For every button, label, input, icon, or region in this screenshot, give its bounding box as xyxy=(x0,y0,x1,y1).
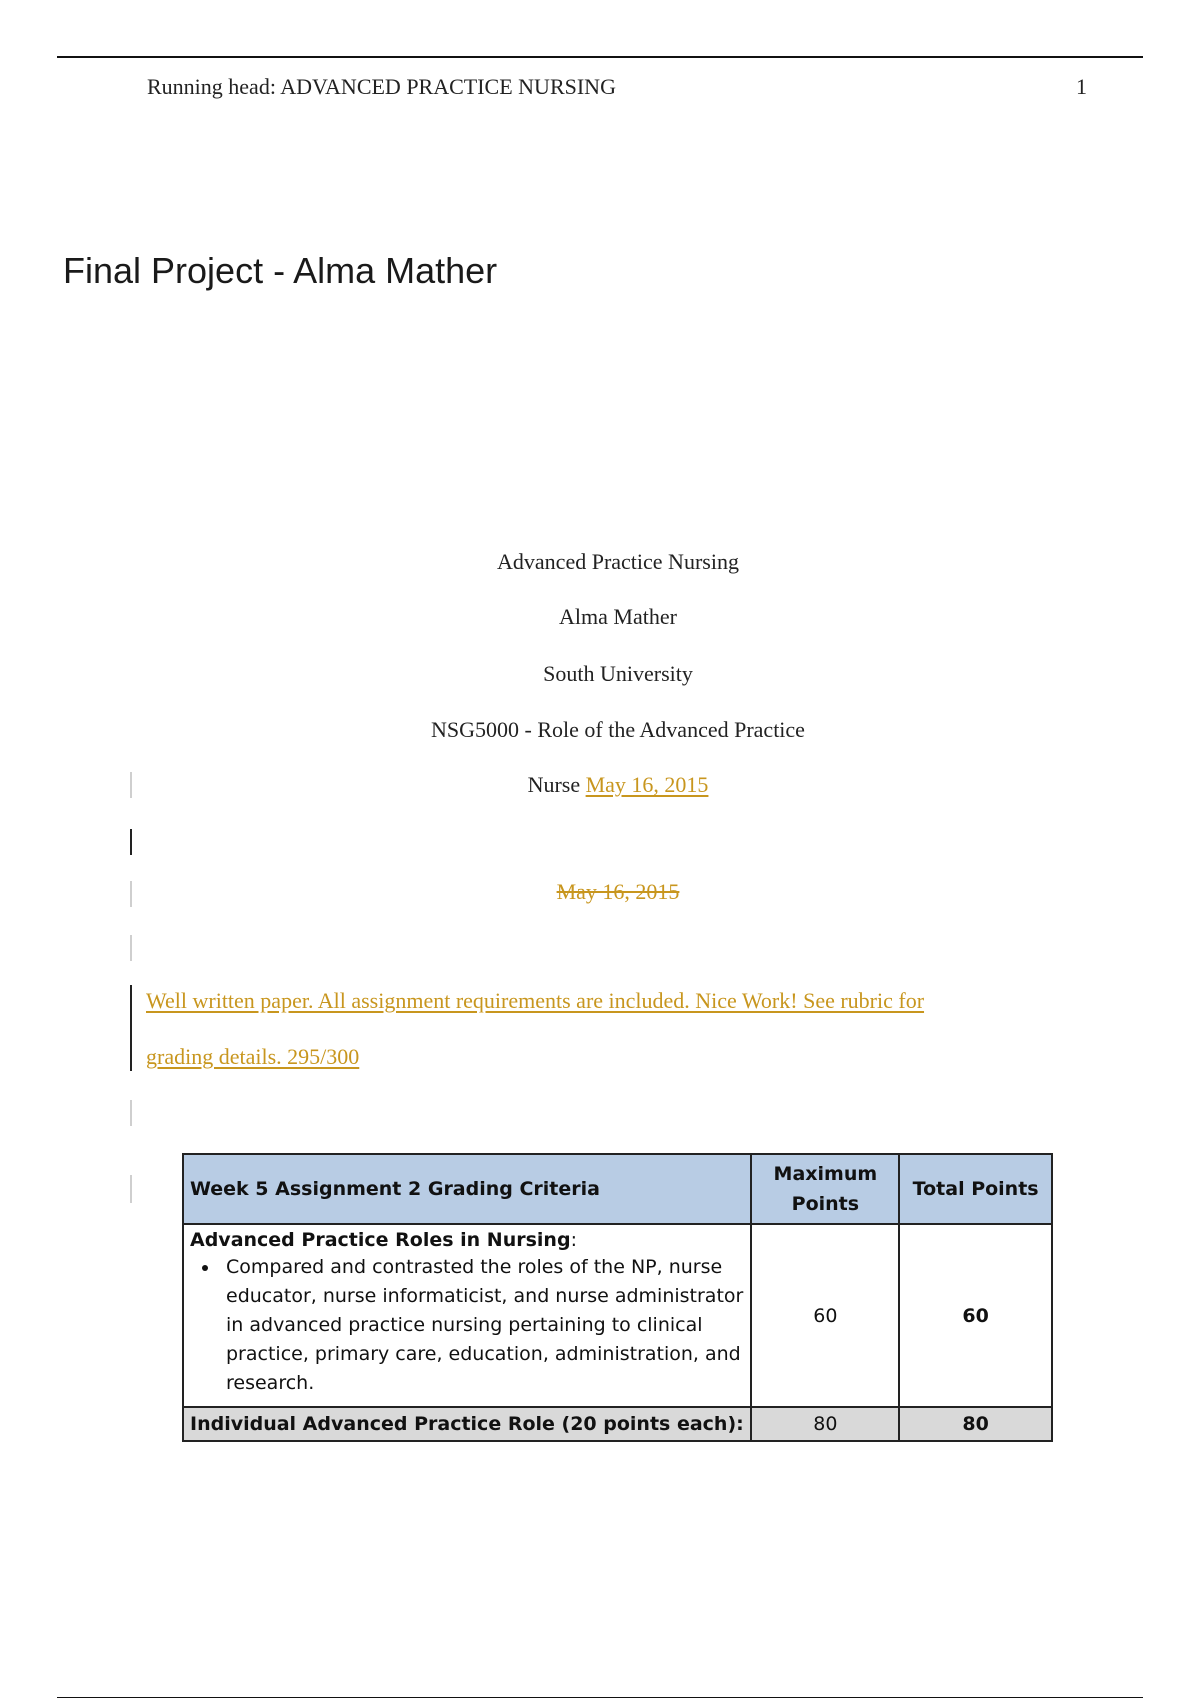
criteria-header: Week 5 Assignment 2 Grading Criteria xyxy=(183,1154,751,1224)
change-bar xyxy=(130,935,132,961)
date-deleted-line xyxy=(0,879,1200,905)
total-points-header: Total Points xyxy=(899,1154,1052,1224)
page-number: 1 xyxy=(1076,74,1087,99)
max-points-cell: 80 xyxy=(751,1407,899,1441)
change-bar xyxy=(130,1175,132,1203)
date-inserted[interactable]: May 16, 2015 xyxy=(585,772,709,797)
running-head: Running head: ADVANCED PRACTICE NURSING xyxy=(147,74,616,99)
total-points-cell: 80 xyxy=(899,1407,1052,1441)
criteria-title-suffix: : xyxy=(570,1229,577,1251)
criteria-title: Advanced Practice Roles in Nursing xyxy=(190,1229,571,1251)
date-deleted[interactable]: May 16, 2015 xyxy=(556,879,680,904)
course-line-2 xyxy=(0,772,1200,798)
header-rule xyxy=(57,56,1143,58)
total-points-cell: 60 xyxy=(899,1224,1052,1407)
criteria-cell: Individual Advanced Practice Role (20 points each): xyxy=(183,1407,751,1441)
cursor-change-bar xyxy=(130,829,132,855)
footer-rule xyxy=(57,1697,1143,1698)
max-points-cell: 60 xyxy=(751,1224,899,1407)
change-bar xyxy=(130,1100,132,1126)
course-name-cont: Nurse xyxy=(527,772,581,797)
table-row xyxy=(183,1407,1052,1441)
grading-rubric-table xyxy=(182,1153,1053,1442)
table-row xyxy=(183,1224,1052,1407)
feedback-line-2[interactable]: grading details. 295/300 xyxy=(146,1044,360,1069)
change-bar xyxy=(130,772,132,798)
institution: South University xyxy=(543,661,693,686)
feedback-line-1[interactable]: Well written paper. All assignment requirements are included. Nice Work! See rubric for xyxy=(146,988,925,1013)
course-name: NSG5000 - Role of the Advanced Practice xyxy=(431,717,805,742)
rubric-header-row xyxy=(183,1154,1052,1224)
criteria-list xyxy=(190,1253,744,1398)
max-points-header: Maximum Points xyxy=(751,1154,899,1224)
paper-title: Advanced Practice Nursing xyxy=(497,549,739,574)
criteria-bullet: • Compared and contrasted the roles of the NP, nurse educator, nurse informaticist, and nurse administrator in advanced practice nursing pertaining to clinical practice, primary care, education, administration, and research. xyxy=(220,1253,744,1398)
criteria-cell xyxy=(183,1224,751,1407)
document-title: Final Project - Alma Mather xyxy=(63,250,498,291)
feedback-change-bar xyxy=(130,985,132,1071)
author-name: Alma Mather xyxy=(559,604,677,629)
